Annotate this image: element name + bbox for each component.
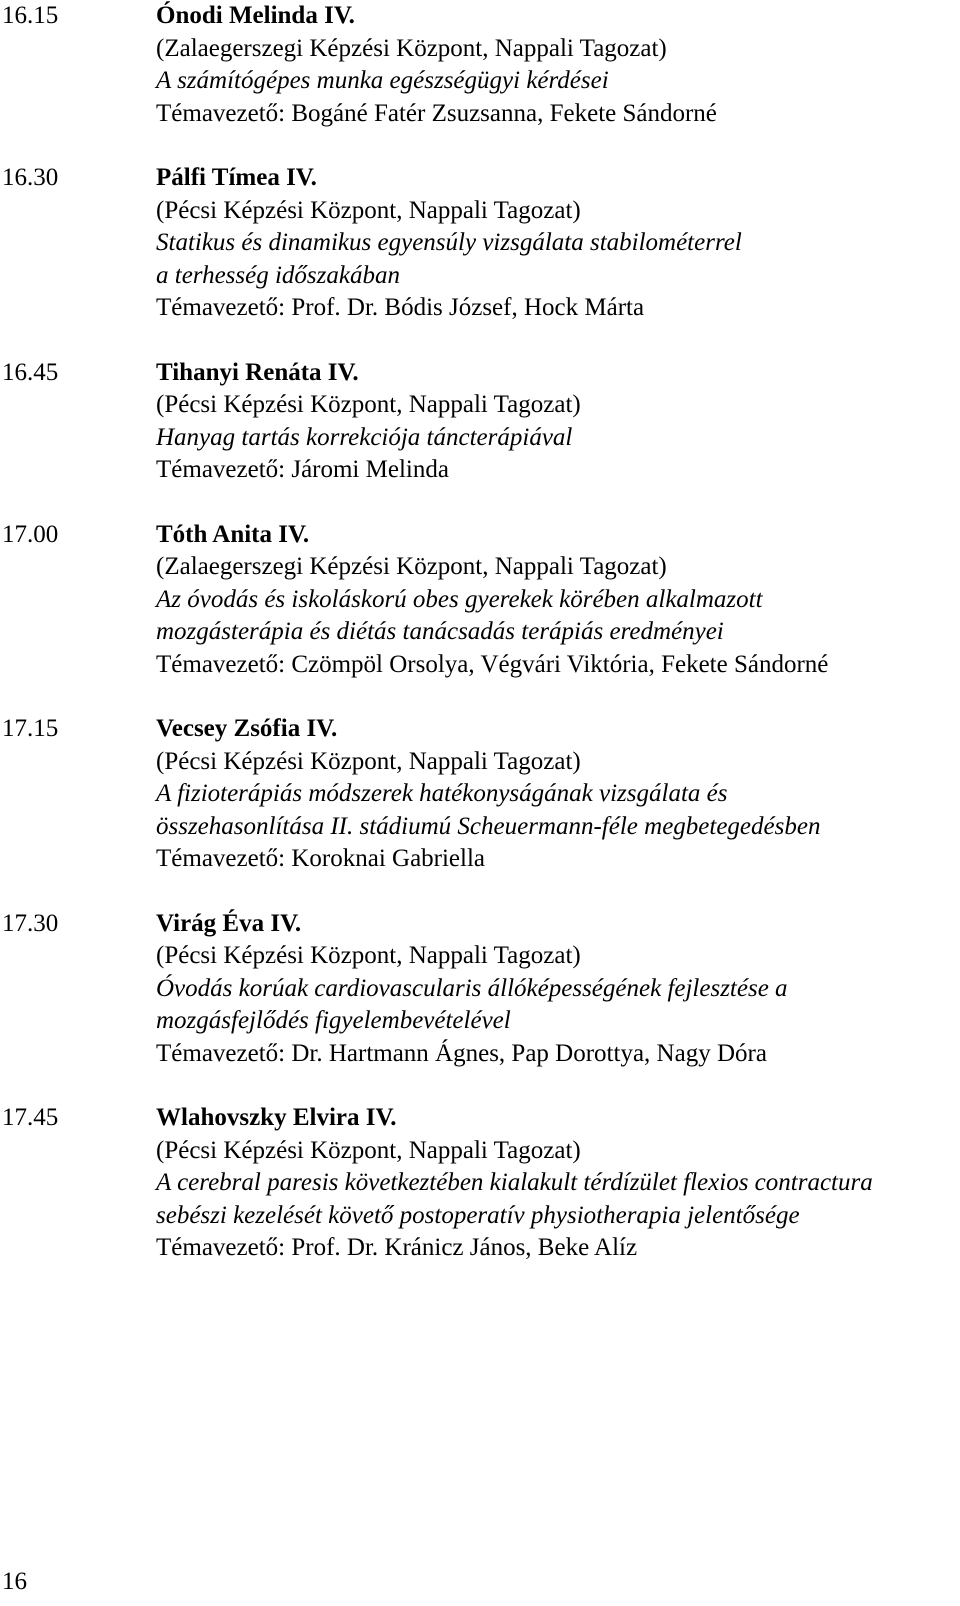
institution: (Zalaegerszegi Képzési Központ, Nappali Tagozat)	[156, 553, 667, 580]
entry-time: 16.15	[2, 2, 59, 29]
program-entry	[2, 0, 957, 130]
presentation-title-line: A cerebral paresis következtében kialakult térdízület flexios contractura	[156, 1169, 873, 1196]
entry-time: 17.00	[2, 520, 59, 548]
entry-time: 17.15	[2, 715, 59, 742]
supervisor: Témavezető: Czömpöl Orsolya, Végvári Viktória, Fekete Sándorné	[156, 650, 829, 678]
presenter-name: Pálfi Tímea IV.	[156, 164, 317, 191]
supervisor: Témavezető: Prof. Dr. Kránicz János, Beke Alíz	[156, 1234, 638, 1261]
entry-details	[156, 713, 957, 876]
entry-details	[156, 908, 957, 1071]
institution: (Pécsi Képzési Központ, Nappali Tagozat)	[156, 1136, 581, 1164]
presenter-name: Virág Éva IV.	[156, 909, 302, 937]
institution: (Pécsi Képzési Központ, Nappali Tagozat)	[156, 747, 581, 775]
program-entry	[2, 162, 957, 325]
presentation-title-line: Statikus és dinamikus egyensúly vizsgálata stabilométerrel	[156, 229, 742, 256]
supervisor: Témavezető: Prof. Dr. Bódis József, Hock Márta	[156, 294, 645, 321]
page-number: 16	[2, 1568, 27, 1595]
presenter-name: Tihanyi Renáta IV.	[156, 358, 359, 386]
presentation-title-line: Óvodás korúak cardiovascularis állóképességének fejlesztése a	[156, 974, 788, 1002]
presentation-title-line: A fizioterápiás módszerek hatékonyságának vizsgálata és	[156, 780, 728, 807]
entry-time: 16.45	[2, 358, 59, 386]
program-entry	[2, 519, 957, 682]
presentation-title-line: mozgásfejlődés figyelembevételével	[156, 1007, 511, 1034]
supervisor: Témavezető: Dr. Hartmann Ágnes, Pap Dorottya, Nagy Dóra	[156, 1039, 767, 1067]
presentation-title-line: Hanyag tartás korrekciója táncterápiával	[156, 423, 573, 451]
presenter-name: Wlahovszky Elvira IV.	[156, 1104, 397, 1131]
presenter-name: Vecsey Zsófia IV.	[156, 715, 338, 742]
entry-details	[156, 1102, 957, 1265]
entry-details	[156, 357, 957, 487]
entry-time: 17.45	[2, 1104, 59, 1131]
entry-time: 17.30	[2, 909, 59, 937]
presentation-title-line: A számítógépes munka egészségügyi kérdései	[156, 67, 609, 94]
presentation-title-line: a terhesség időszakában	[156, 261, 400, 289]
supervisor: Témavezető: Bogáné Fatér Zsuzsanna, Fekete Sándorné	[156, 99, 717, 127]
presentation-title-line: összehasonlítása II. stádiumú Scheuermann-féle megbetegedésben	[156, 812, 821, 840]
program-entry	[2, 713, 957, 876]
entry-time: 16.30	[2, 164, 59, 191]
presenter-name: Ónodi Melinda IV.	[156, 2, 355, 29]
presenter-name: Tóth Anita IV.	[156, 520, 310, 548]
supervisor: Témavezető: Járomi Melinda	[156, 456, 449, 483]
program-entry	[2, 908, 957, 1071]
presentation-title-line: sebészi kezelését követő postoperatív physiotherapia jelentősége	[156, 1201, 800, 1229]
institution: (Pécsi Képzési Központ, Nappali Tagozat)	[156, 391, 581, 418]
entry-details	[156, 162, 957, 325]
program-list	[2, 0, 957, 1297]
presentation-title-line: Az óvodás és iskoláskorú obes gyerekek körében alkalmazott	[156, 585, 763, 613]
program-entry	[2, 357, 957, 487]
entry-details	[156, 0, 957, 130]
institution: (Zalaegerszegi Képzési Központ, Nappali Tagozat)	[156, 34, 667, 62]
institution: (Pécsi Képzési Központ, Nappali Tagozat)	[156, 196, 581, 224]
supervisor: Témavezető: Koroknai Gabriella	[156, 845, 486, 872]
program-entry	[2, 1102, 957, 1265]
institution: (Pécsi Képzési Központ, Nappali Tagozat)	[156, 942, 581, 969]
presentation-title-line: mozgásterápia és diétás tanácsadás terápiás eredményei	[156, 618, 724, 645]
entry-details	[156, 519, 957, 682]
